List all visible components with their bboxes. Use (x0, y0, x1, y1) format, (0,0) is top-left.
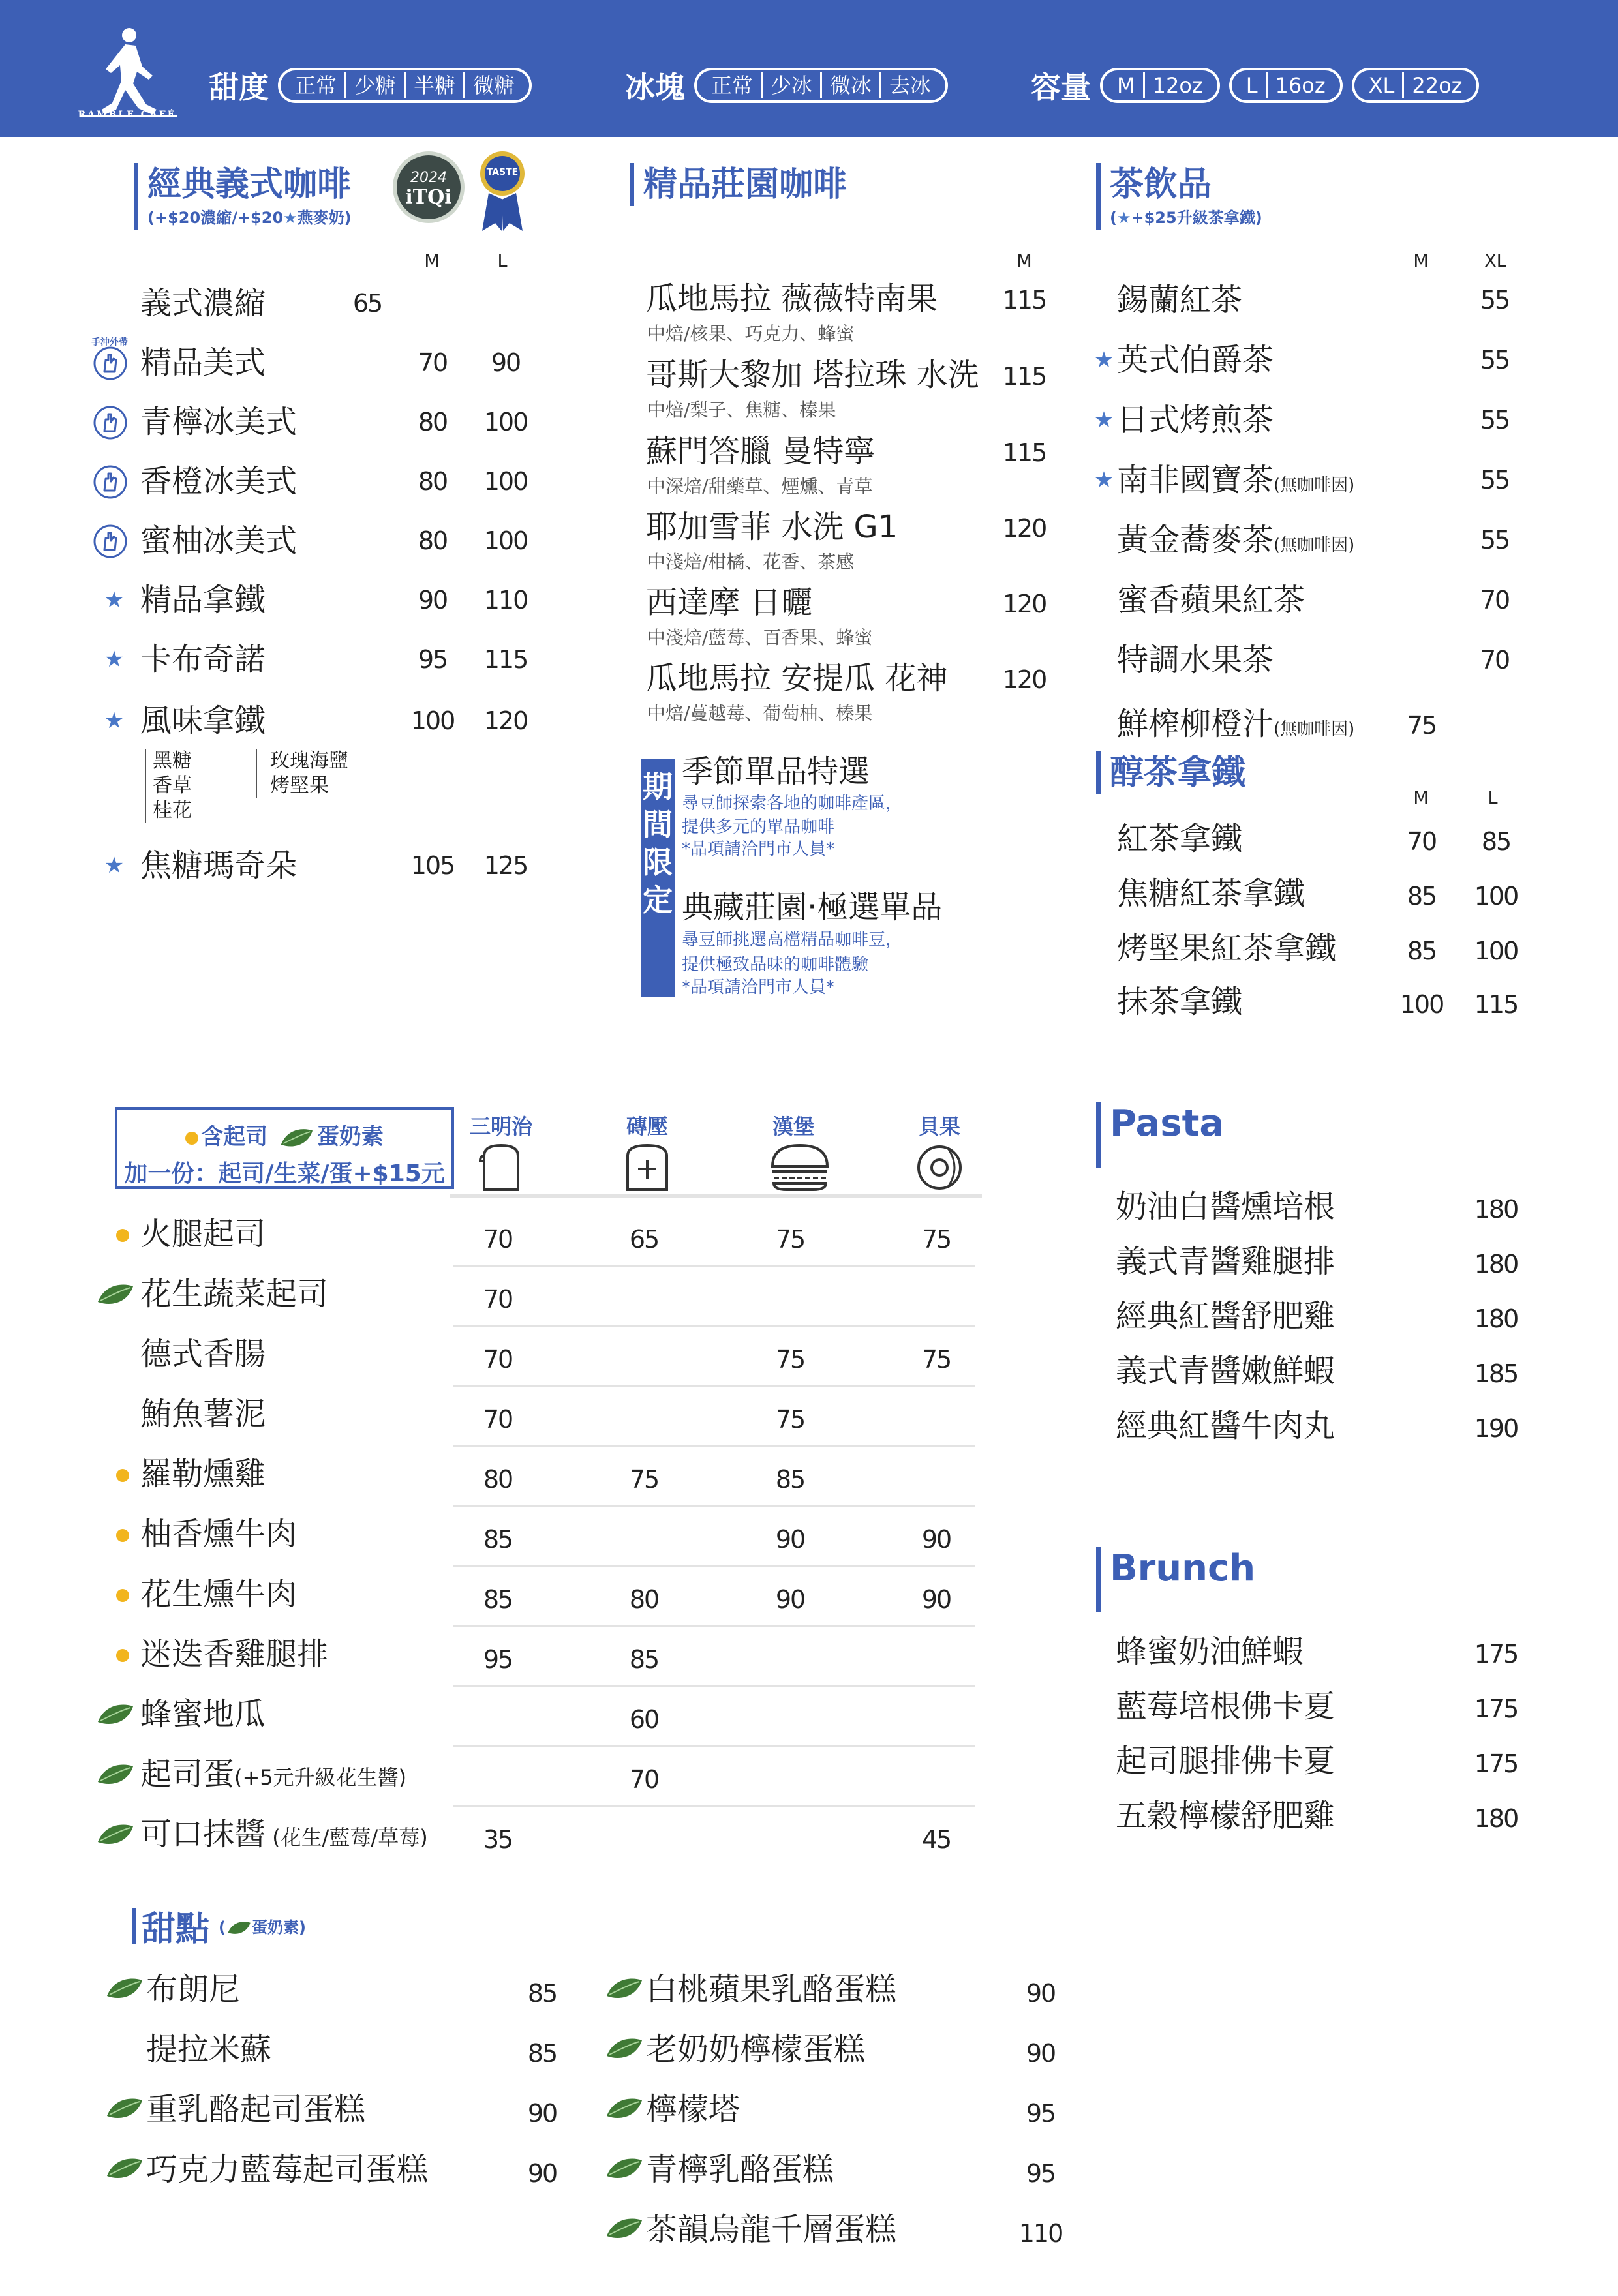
sandwich-col-label: 貝果 (918, 1114, 960, 1139)
menu-item-name: 焦糖紅茶拿鐵 (1117, 875, 1305, 912)
price-m: 120 (1002, 514, 1046, 543)
menu-item-name: 黃金蕎麥茶(無咖啡因) (1117, 522, 1355, 558)
star-icon: ★ (104, 646, 125, 672)
flavor-list-2 (256, 749, 348, 798)
sandwich-price: 75 (921, 1225, 951, 1254)
tealatte-title: 醇茶拿鐵 (1110, 753, 1246, 793)
menu-item-name: 烤堅果紅茶拿鐵 (1117, 930, 1337, 967)
price-xl: 55 (1480, 466, 1510, 494)
award-ribbon-icon (480, 147, 525, 232)
sandwich-col-label: 漢堡 (772, 1114, 814, 1139)
hand-drip-icon (91, 462, 129, 500)
menu-item-name: 火腿起司 (140, 1216, 266, 1252)
menu-item-name: 布朗尼 (146, 1971, 241, 2008)
price-m: 65 (352, 289, 382, 318)
sandwich-price: 85 (483, 1525, 513, 1554)
sandwich-price: 85 (483, 1585, 513, 1614)
price-l: 100 (1474, 937, 1518, 965)
price-m: 70 (1407, 827, 1437, 856)
menu-item-name: 南非國寶茶(無咖啡因) (1117, 462, 1355, 498)
price-xl: 70 (1480, 646, 1510, 674)
menu-item-name: 精品拿鐵 (140, 582, 266, 618)
menu-item-name: 焦糖瑪奇朵 (140, 847, 298, 884)
hand-drip-tag: 手沖外帶 (91, 337, 128, 348)
limited-time-banner: 期 間 限 定 (641, 759, 675, 997)
menu-item-name: 青檸冰美式 (140, 404, 298, 440)
size-oz: 22oz (1402, 72, 1470, 98)
row-divider (453, 1805, 975, 1807)
price-m: 115 (1002, 286, 1046, 314)
menu-item-name: 柚香燻牛肉 (140, 1516, 298, 1552)
flavor-name: 玫瑰海鹽 (270, 749, 348, 772)
ice-option: 去冰 (879, 72, 939, 98)
size-pill-xl (1352, 68, 1480, 103)
leaf-icon (95, 1282, 134, 1307)
price-l: 100 (1474, 882, 1518, 911)
price-m: 85 (1407, 937, 1437, 965)
flavor-name: 香草 (153, 774, 192, 797)
taste-award-ribbon: TASTE (480, 147, 525, 232)
bread-type-icon (621, 1143, 686, 1192)
sweetness-options (209, 63, 541, 108)
sandwich-price: 90 (921, 1585, 951, 1614)
row-divider (453, 1685, 975, 1687)
bread-type-icon (767, 1143, 832, 1192)
menu-item-name: 蜜柚冰美式 (140, 522, 298, 559)
size-oz: 12oz (1143, 72, 1211, 98)
row-divider (453, 1445, 975, 1447)
size-code: XL (1368, 73, 1395, 98)
menu-item-price: 90 (1026, 2039, 1056, 2068)
menu-item-price: 85 (527, 2039, 557, 2068)
row-divider (453, 1505, 975, 1507)
tea-subtitle: (★+$25升級茶拿鐵) (1110, 209, 1262, 227)
menu-item-price: 185 (1474, 1359, 1518, 1388)
menu-item-name: 起司腿排佛卡夏 (1116, 1743, 1336, 1779)
sandwich-price: 65 (629, 1225, 659, 1254)
menu-item-name: 瓜地馬拉 薇薇特南果 (646, 280, 938, 317)
menu-item-price: 175 (1474, 1749, 1518, 1778)
ice-options (625, 63, 957, 108)
cheese-dot-icon (116, 1229, 129, 1242)
menu-item-desc: 中淺焙/藍莓、百香果、蜂蜜 (647, 627, 873, 648)
sweet-option: 少糖 (344, 72, 404, 98)
sandwich-header-divider (450, 1194, 982, 1198)
leaf-icon (104, 1976, 144, 2001)
price-m: 115 (1002, 438, 1046, 467)
price-l: 100 (483, 526, 528, 555)
sandwich-price: 75 (921, 1345, 951, 1374)
espresso-col-m: M (424, 251, 440, 271)
sweetness-label: 甜度 (209, 70, 269, 105)
price-l: 120 (483, 706, 528, 735)
tea-col-m: M (1413, 251, 1429, 271)
special-title: 季節單品特選 (682, 753, 870, 790)
menu-item-name: 香橙冰美式 (140, 463, 298, 500)
price-l: 125 (483, 851, 528, 880)
special-seasonal: 季節單品特選 尋豆師探索各地的咖啡產區， 提供多元的單品咖啡 *品項請洽門市人員* (682, 751, 1008, 860)
sandwich-col-label: 磚壓 (626, 1114, 668, 1139)
flavor-name: 烤堅果 (270, 774, 329, 797)
sandwich-price: 70 (629, 1765, 659, 1794)
menu-item-price: 95 (1026, 2159, 1056, 2188)
leaf-icon (278, 1127, 314, 1149)
sandwich-price: 70 (483, 1345, 513, 1374)
price-m: 120 (1002, 590, 1046, 618)
price-m: 80 (418, 408, 448, 436)
menu-item-name: 奶油白醬燻培根 (1116, 1188, 1336, 1225)
menu-item-name: 巧克力藍莓起司蛋糕 (146, 2151, 429, 2188)
estate-section-header (630, 163, 847, 206)
menu-item-name: 錫蘭紅茶 (1117, 282, 1243, 318)
menu-item-desc: 中焙/核果、巧克力、蜂蜜 (647, 323, 855, 344)
bread-type-icon (475, 1143, 540, 1192)
menu-item-name: 西達摩 日曬 (646, 584, 813, 621)
sandwich-price: 90 (921, 1525, 951, 1554)
cheese-dot-icon (116, 1529, 129, 1542)
row-divider (453, 1325, 975, 1327)
leaf-icon (95, 1822, 134, 1847)
sweet-option: 微糖 (463, 72, 523, 98)
hand-drip-icon (91, 521, 129, 559)
special-reserve: 典藏莊園‧極選單品 尋豆師挑選高檔精品咖啡豆， 提供極致品味的咖啡體驗 *品項請洽門市人員* (682, 887, 1021, 998)
menu-item-name: 老奶奶檸檬蛋糕 (646, 2031, 866, 2068)
star-icon: ★ (1093, 407, 1114, 433)
sandwich-price: 90 (775, 1585, 805, 1614)
price-m: 100 (410, 706, 455, 735)
leaf-icon (604, 2036, 643, 2061)
price-m: 75 (1407, 711, 1437, 740)
itqi-award-badge: 2024 iTQi (393, 151, 465, 223)
menu-item-name: 可口抹醬 (花生/藍莓/草莓) (140, 1816, 428, 1852)
special-title: 典藏莊園‧極選單品 (682, 889, 943, 926)
size-code: M (1117, 73, 1135, 98)
ice-option: 正常 (711, 73, 754, 98)
menu-item-name: 經典紅醬牛肉丸 (1116, 1408, 1336, 1444)
menu-item-name: 義式青醬雞腿排 (1116, 1243, 1336, 1280)
dessert-title: 甜點 (142, 1910, 210, 1949)
menu-item-name: 藍莓培根佛卡夏 (1116, 1688, 1336, 1725)
menu-item-name: 瓜地馬拉 安提瓜 花神 (646, 660, 948, 697)
price-m: 120 (1002, 665, 1046, 694)
price-m: 90 (418, 586, 448, 614)
leaf-icon (104, 2096, 144, 2121)
dessert-section-header (132, 1901, 306, 1950)
sandwich-price: 70 (483, 1225, 513, 1254)
hand-drip-icon (91, 402, 129, 440)
menu-item-price: 95 (1026, 2099, 1056, 2128)
menu-item-name: 起司蛋(+5元升級花生醬) (140, 1756, 407, 1792)
menu-item-name: 白桃蘋果乳酪蛋糕 (646, 1971, 897, 2008)
hand-drip-icon (91, 343, 129, 381)
menu-item-name: 風味拿鐵 (140, 702, 266, 739)
espresso-section-header (134, 163, 352, 230)
menu-item-name: 日式烤煎茶 (1117, 402, 1274, 438)
menu-item-name: 提拉米蘇 (146, 2031, 272, 2068)
menu-item-price: 180 (1474, 1250, 1518, 1278)
tea-title: 茶飲品 (1110, 165, 1212, 204)
pasta-section-header (1096, 1102, 1224, 1168)
star-icon: ★ (104, 708, 125, 734)
star-icon: ★ (104, 587, 125, 613)
sandwich-price: 80 (629, 1585, 659, 1614)
menu-item-name: 德式香腸 (140, 1336, 266, 1372)
menu-item-desc: 中淺焙/柑橘、花香、茶感 (647, 551, 855, 573)
menu-item-price: 180 (1474, 1195, 1518, 1224)
menu-item-price: 175 (1474, 1640, 1518, 1669)
sandwich-price: 35 (483, 1825, 513, 1854)
menu-item-name: 鮪魚薯泥 (140, 1396, 266, 1432)
sandwich-price: 95 (483, 1645, 513, 1674)
sandwich-price: 75 (775, 1225, 805, 1254)
menu-item-price: 180 (1474, 1804, 1518, 1833)
ice-option: 微冰 (820, 72, 879, 98)
price-m: 95 (418, 645, 448, 674)
menu-item-price: 175 (1474, 1695, 1518, 1723)
menu-item-desc: 中焙/梨子、焦糖、榛果 (647, 399, 836, 421)
menu-item-name: 經典紅醬舒肥雞 (1116, 1298, 1336, 1335)
size-oz: 16oz (1266, 72, 1334, 98)
price-m: 80 (418, 526, 448, 555)
cheese-dot-icon (116, 1649, 129, 1662)
menu-item-price: 90 (527, 2159, 557, 2188)
menu-item-name: 義式濃縮 (140, 285, 266, 322)
menu-item-name: 卡布奇諾 (140, 641, 266, 678)
menu-item-name: 耶加雪菲 水洗 G1 (646, 509, 898, 545)
row-divider (453, 1625, 975, 1627)
star-icon: ★ (1093, 347, 1114, 373)
menu-item-name: 英式伯爵茶 (1117, 342, 1274, 378)
sweet-option: 半糖 (404, 72, 463, 98)
star-icon: ★ (283, 209, 298, 227)
menu-item-name: 羅勒燻雞 (140, 1456, 266, 1492)
menu-item-name: 蘇門答臘 曼特寧 (646, 433, 876, 470)
tea-col-xl: XL (1484, 251, 1506, 271)
sandwich-price: 80 (483, 1465, 513, 1494)
dessert-subtitle: ( 蛋奶素) (219, 1918, 306, 1937)
leaf-icon (604, 2096, 643, 2121)
sandwich-price: 75 (775, 1345, 805, 1374)
menu-item-name: 鮮榨柳橙汁(無咖啡因) (1117, 706, 1355, 742)
price-xl: 55 (1480, 286, 1510, 314)
brunch-section-header (1096, 1547, 1255, 1612)
menu-item-name: 迷迭香雞腿排 (140, 1636, 329, 1672)
star-icon: ★ (1093, 467, 1114, 493)
tealatte-section-header (1096, 751, 1245, 794)
leaf-icon (104, 2156, 144, 2181)
menu-item-price: 180 (1474, 1305, 1518, 1333)
price-l: 115 (1474, 990, 1518, 1019)
sandwich-price: 60 (629, 1705, 659, 1734)
menu-item-price: 90 (1026, 1979, 1056, 2008)
size-pill-m (1100, 68, 1220, 103)
leaf-icon (604, 1976, 643, 2001)
price-m: 85 (1407, 882, 1437, 911)
menu-item-price: 110 (1018, 2219, 1063, 2248)
sandwich-price: 75 (629, 1465, 659, 1494)
espresso-title: 經典義式咖啡 (147, 165, 352, 204)
cheese-dot-icon (185, 1132, 198, 1145)
sweetness-pill (278, 68, 532, 103)
menu-item-name: 五穀檸檬舒肥雞 (1116, 1798, 1336, 1834)
flavor-name: 桂花 (153, 799, 192, 822)
price-xl: 55 (1480, 526, 1510, 554)
espresso-col-l: L (497, 251, 508, 271)
menu-item-name: 花生燻牛肉 (140, 1576, 298, 1612)
price-l: 115 (483, 645, 528, 674)
sandwich-price: 90 (775, 1525, 805, 1554)
menu-item-desc: 中焙/蔓越莓、葡萄柚、榛果 (647, 702, 873, 724)
espresso-subtitle: (+$20濃縮/+$20★燕麥奶) (147, 209, 352, 227)
sandwich-legend-box: 含起司 蛋奶素 加一份：起司/生菜/蛋+$15元 (115, 1107, 454, 1189)
menu-item-name: 花生蔬菜起司 (140, 1276, 329, 1312)
top-bar (0, 0, 1618, 137)
pasta-title: Pasta (1110, 1102, 1225, 1145)
menu-item-name: 蜜香蘋果紅茶 (1117, 582, 1305, 618)
size-pill-l (1229, 68, 1343, 103)
sweet-option: 正常 (295, 73, 337, 98)
menu-item-name: 青檸乳酪蛋糕 (646, 2151, 834, 2188)
price-xl: 55 (1480, 346, 1510, 374)
menu-item-price: 85 (527, 1979, 557, 2008)
leaf-icon (95, 1702, 134, 1727)
brand-name: RAMBLE CAFÉ (78, 110, 177, 120)
row-divider (453, 1745, 975, 1747)
price-l: 100 (483, 408, 528, 436)
star-icon: ★ (1116, 209, 1131, 227)
cheese-dot-icon (116, 1589, 129, 1602)
sandwich-price: 70 (483, 1285, 513, 1314)
price-m: 115 (1002, 362, 1046, 391)
price-m: 80 (418, 467, 448, 496)
menu-item-desc: 中深焙/甜藥草、煙燻、青草 (647, 476, 873, 497)
price-m: 70 (418, 348, 448, 377)
row-divider (453, 1385, 975, 1387)
row-divider (453, 1265, 975, 1267)
menu-item-name: 檸檬塔 (646, 2091, 740, 2128)
leaf-icon (226, 1920, 252, 1936)
size-options (1031, 63, 1488, 108)
size-label: 容量 (1031, 70, 1091, 105)
leaf-icon (95, 1762, 134, 1787)
leaf-icon (604, 2156, 643, 2181)
menu-item-name: 茶韻烏龍千層蛋糕 (646, 2211, 897, 2248)
price-m: 100 (1399, 990, 1444, 1019)
brunch-title: Brunch (1110, 1547, 1256, 1590)
cheese-dot-icon (116, 1469, 129, 1482)
sandwich-col-label: 三明治 (469, 1114, 532, 1139)
size-code: L (1245, 73, 1258, 98)
bread-type-icon (913, 1143, 979, 1192)
sandwich-price: 70 (483, 1405, 513, 1434)
menu-item-name: 特調水果茶 (1117, 642, 1274, 678)
ice-pill (694, 68, 948, 103)
price-m: 105 (410, 851, 455, 880)
menu-item-name: 重乳酪起司蛋糕 (146, 2091, 366, 2128)
flavor-name: 黑糖 (153, 749, 192, 772)
tealatte-col-l: L (1488, 788, 1498, 808)
menu-item-name: 義式青醬嫩鮮蝦 (1116, 1353, 1336, 1389)
menu-item-price: 190 (1474, 1414, 1518, 1443)
sandwich-price: 75 (775, 1405, 805, 1434)
ice-option: 少冰 (761, 72, 820, 98)
price-xl: 55 (1480, 406, 1510, 434)
ice-label: 冰塊 (625, 70, 685, 105)
row-divider (453, 1565, 975, 1567)
estate-title: 精品莊園咖啡 (643, 165, 847, 204)
menu-item-name: 蜂蜜奶油鮮蝦 (1116, 1633, 1304, 1670)
menu-item-name: 紅茶拿鐵 (1117, 821, 1243, 857)
star-icon: ★ (104, 853, 125, 879)
menu-item-name: 抹茶拿鐵 (1117, 984, 1243, 1020)
menu-item-name: 哥斯大黎加 塔拉珠 水洗 (646, 357, 979, 393)
menu-item-price: 90 (527, 2099, 557, 2128)
menu-item-name: 精品美式 (140, 344, 266, 381)
price-l: 110 (483, 586, 528, 614)
price-xl: 70 (1480, 586, 1510, 614)
menu-item-name: 蜂蜜地瓜 (140, 1696, 266, 1732)
tealatte-col-m: M (1413, 788, 1429, 808)
sandwich-price: 85 (775, 1465, 805, 1494)
price-l: 100 (483, 467, 528, 496)
price-l: 85 (1481, 827, 1511, 856)
price-l: 90 (491, 348, 521, 377)
leaf-icon (604, 2216, 643, 2241)
estate-col-m: M (1016, 251, 1032, 271)
sandwich-price: 45 (921, 1825, 951, 1854)
sandwich-price: 85 (629, 1645, 659, 1674)
tea-section-header (1096, 163, 1262, 230)
flavor-list-1 (145, 749, 192, 823)
